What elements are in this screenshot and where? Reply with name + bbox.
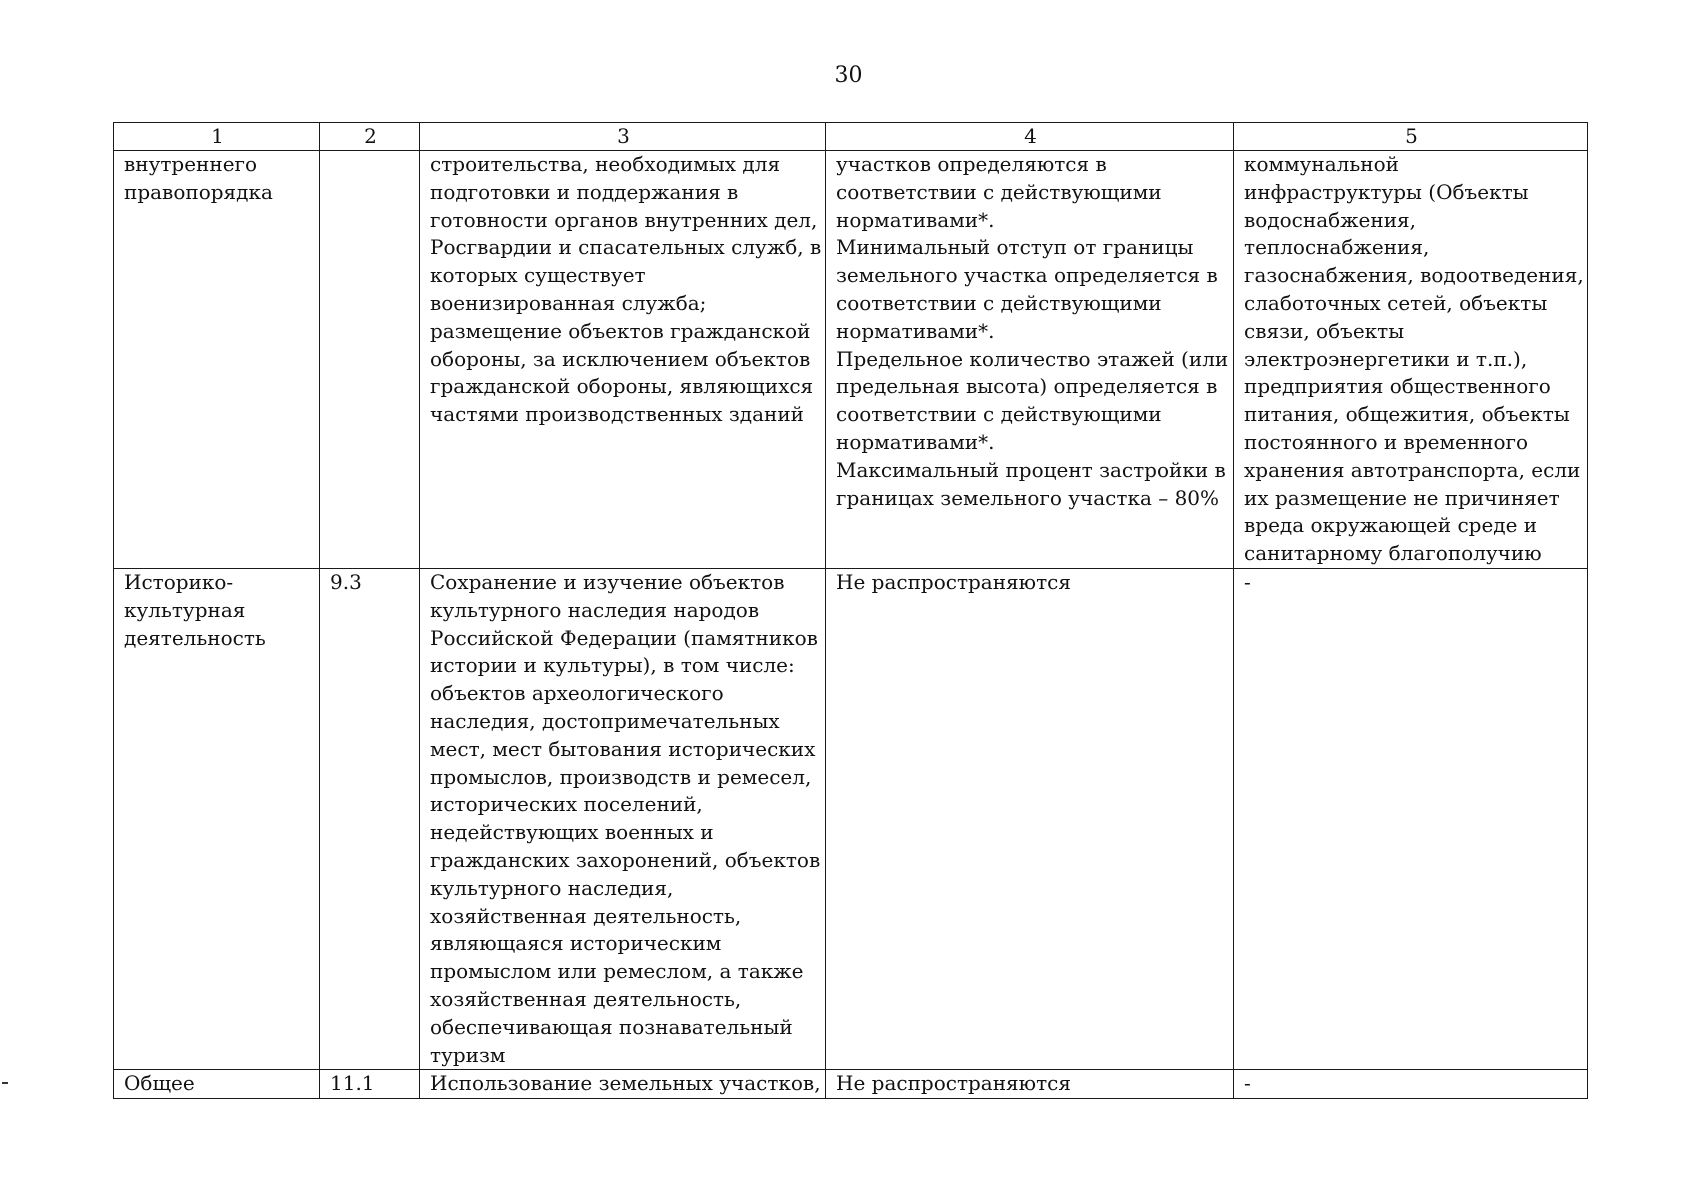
cell-text-line: инфраструктуры (Объекты — [1244, 179, 1529, 204]
cell-description — [420, 151, 826, 569]
cell-text-line: недействующих военных и — [430, 820, 714, 845]
cell-text-line: мест, мест бытования исторических — [430, 736, 816, 761]
cell-text-line: - — [1244, 1071, 1251, 1096]
cell-text-line: границах земельного участка – 80% — [836, 485, 1220, 510]
cell-text-line: размещение объектов гражданской — [430, 318, 811, 343]
cell-text-line: объектов археологического — [430, 681, 724, 706]
table-header-row — [114, 123, 1588, 151]
cell-code — [320, 151, 420, 569]
cell-text-line: хозяйственная деятельность, — [430, 903, 742, 928]
cell-text-line: газоснабжения, водоотведения, — [1244, 263, 1584, 288]
cell-text-line: коммунальной — [1244, 152, 1399, 176]
cell-text-line: водоснабжения, — [1244, 207, 1417, 232]
cell-text-line: истории и культуры), в том числе: — [430, 653, 795, 678]
cell-text-line: Росгвардии и спасательных служб, в — [430, 235, 822, 260]
cell-text-line: внутреннего — [124, 152, 258, 176]
cell-code — [320, 568, 420, 1069]
cell-text-line: соответствии с действующими — [836, 290, 1162, 315]
cell-text-line: Не распространяются — [836, 1071, 1071, 1096]
cell-text-line: предельная высота) определяется в — [836, 374, 1218, 399]
cell-text-line: теплоснабжения, — [1244, 235, 1430, 260]
cell-text-line: постоянного и временного — [1244, 429, 1529, 454]
column-header: 1 — [114, 123, 320, 151]
cell-text-line: культурная — [124, 597, 246, 622]
cell-text-line: Историко- — [124, 569, 234, 594]
cell-text-line: 9.3 — [330, 569, 362, 594]
cell-text-line: частями производственных зданий — [430, 402, 805, 427]
cell-text-line: участков определяются в — [836, 152, 1107, 176]
cell-text-line: культурного наследия народов — [430, 597, 760, 622]
cell-text-line: обороны, за исключением объектов — [430, 346, 811, 371]
page-number: 30 — [834, 63, 863, 88]
cell-text-line: готовности органов внутренних дел, — [430, 207, 818, 232]
cell-text-line: промыслом или ремеслом, а также — [430, 959, 804, 984]
cell-text-line: правопорядка — [124, 179, 273, 204]
table-row — [114, 1070, 1588, 1099]
cell-text-line: Использование земельных участков, — [430, 1071, 821, 1096]
cell-text-line: культурного наследия, — [430, 875, 674, 900]
column-header: 2 — [320, 123, 420, 151]
cell-text-line: хранения автотранспорта, если — [1244, 457, 1581, 482]
cell-text-line: нормативами*. — [836, 429, 995, 454]
cell-text-line: строительства, необходимых для — [430, 152, 781, 176]
cell-text-line: нормативами*. — [836, 207, 995, 232]
cell-text-line: земельного участка определяется в — [836, 263, 1218, 288]
cell-conditional-uses — [1234, 151, 1588, 569]
cell-text-line: связи, объекты — [1244, 318, 1405, 343]
margin-mark — [2, 1082, 8, 1084]
cell-text-line: вреда окружающей среде и — [1244, 513, 1538, 538]
cell-text-line: которых существует — [430, 263, 646, 288]
column-header: 5 — [1234, 123, 1588, 151]
cell-text-line: военизированная служба; — [430, 290, 707, 315]
cell-text-line: Минимальный отступ от границы — [836, 235, 1194, 260]
cell-text-line: питания, общежития, объекты — [1244, 402, 1570, 427]
cell-use-type — [114, 151, 320, 569]
cell-text-line: гражданских захоронений, объектов — [430, 847, 821, 872]
cell-text-line: промыслов, производств и ремесел, — [430, 764, 812, 789]
cell-text-line: Сохранение и изучение объектов — [430, 569, 785, 594]
column-header: 3 — [420, 123, 826, 151]
cell-text-line: деятельность — [124, 625, 266, 650]
cell-text-line: нормативами*. — [836, 318, 995, 343]
cell-text-line: предприятия общественного — [1244, 374, 1551, 399]
table-row — [114, 568, 1588, 1069]
cell-parameters — [826, 151, 1234, 569]
cell-text-line: Общее — [124, 1071, 195, 1096]
cell-text-line: Максимальный процент застройки в — [836, 457, 1226, 482]
cell-text-line: наследия, достопримечательных — [430, 708, 780, 733]
cell-text-line: исторических поселений, — [430, 792, 703, 817]
cell-use-type — [114, 1070, 320, 1099]
regulations-table — [113, 122, 1588, 1099]
cell-text-line: 11.1 — [330, 1071, 375, 1096]
cell-code — [320, 1070, 420, 1099]
cell-conditional-uses — [1234, 568, 1588, 1069]
cell-text-line: хозяйственная деятельность, — [430, 986, 742, 1011]
cell-text-line: обеспечивающая познавательный — [430, 1014, 793, 1039]
cell-text-line: электроэнергетики и т.п.), — [1244, 346, 1528, 371]
cell-conditional-uses — [1234, 1070, 1588, 1099]
cell-text-line: соответствии с действующими — [836, 179, 1162, 204]
cell-text-line: их размещение не причиняет — [1244, 485, 1560, 510]
cell-text-line: слаботочных сетей, объекты — [1244, 290, 1548, 315]
cell-text-line: соответствии с действующими — [836, 402, 1162, 427]
table-row — [114, 151, 1588, 569]
cell-text-line: являющаяся историческим — [430, 931, 722, 956]
cell-use-type — [114, 568, 320, 1069]
cell-text-line: подготовки и поддержания в — [430, 179, 739, 204]
column-header: 4 — [826, 123, 1234, 151]
cell-parameters — [826, 1070, 1234, 1099]
cell-parameters — [826, 568, 1234, 1069]
cell-description — [420, 1070, 826, 1099]
cell-text-line: туризм — [430, 1042, 506, 1067]
cell-text-line: санитарному благополучию — [1244, 541, 1542, 566]
cell-description — [420, 568, 826, 1069]
cell-text-line: Российской Федерации (памятников — [430, 625, 818, 650]
cell-text-line: Не распространяются — [836, 569, 1071, 594]
cell-text-line: Предельное количество этажей (или — [836, 346, 1229, 371]
cell-text-line: гражданской обороны, являющихся — [430, 374, 814, 399]
cell-text-line: - — [1244, 569, 1251, 594]
